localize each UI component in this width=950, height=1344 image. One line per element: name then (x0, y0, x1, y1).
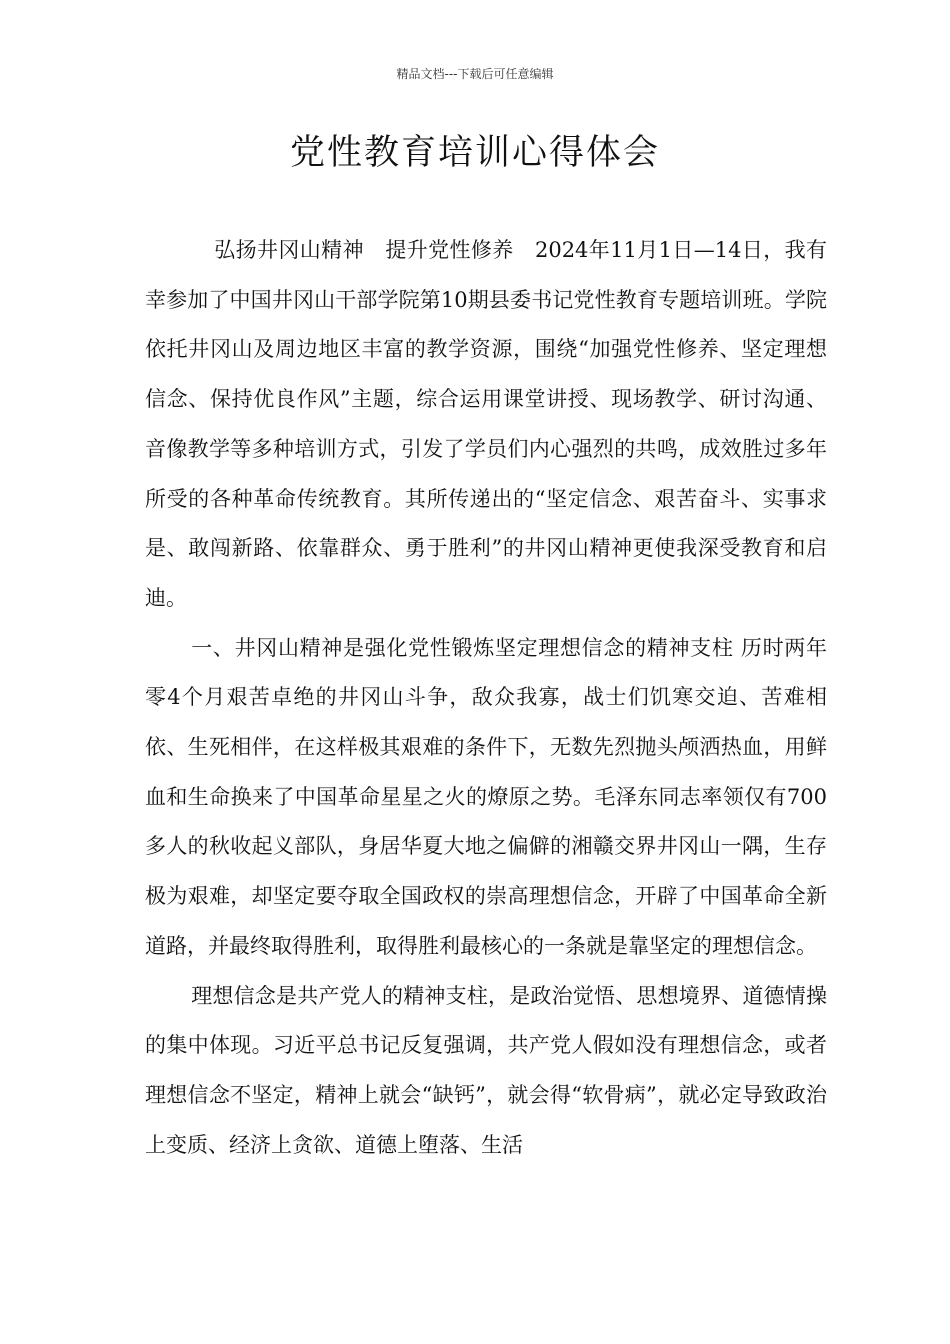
page-header-caption: 精品文档---下载后可任意编辑 (396, 67, 554, 81)
document-title: 党性教育培训心得体会 (289, 133, 660, 173)
paragraph-section-one: 一、井冈山精神是强化党性锻炼坚定理想信念的精神支柱 历时两年零4个月艰苦卓绝的井冈山斗争，敌众我寡，战士们饥寒交迫、苦难相依、生死相伴，在这样极其艰难的条件下，无数先烈抛头颅洒热血，用鲜血和生命换来了中国革命星星之火的燎原之势。毛泽东同志率领仅有700多人的秋收起义部队，身居华夏大地之偏僻的湘赣交界井冈山一隅，生存极为艰难，却坚定要夺取全国政权的崇高理想信念，开辟了中国革命全新道路，并最终取得胜利，取得胜利最核心的一条就是靠坚定的理想信念。 (145, 635, 827, 958)
document-body (145, 226, 827, 1226)
paragraph-intro: 弘扬井冈山精神 提升党性修养 2024年11月1日—14日，我有幸参加了中国井冈山干部学院第10期县委书记党性教育专题培训班。学院依托井冈山及周边地区丰富的教学资源，围绕“加强党性修养、坚定理想信念、保持优良作风”主题，综合运用课堂讲授、现场教学、研讨沟通、音像教学等多种培训方式，引发了学员们内心强烈的共鸣，成效胜过多年所受的各种革命传统教育。其所传递出的“坚定信念、艰苦奋斗、实事求是、敢闯新路、依靠群众、勇于胜利”的井冈山精神更使我深受教育和启迪。 (145, 238, 827, 610)
paragraph-ideals-beliefs: 理想信念是共产党人的精神支柱，是政治觉悟、思想境界、道德情操的集中体现。习近平总书记反复强调，共产党人假如没有理想信念，或者理想信念不坚定，精神上就会“缺钙”，就会得“软骨病”，就必定导致政治上变质、经济上贪欲、道德上堕落、生活 (145, 983, 827, 1157)
